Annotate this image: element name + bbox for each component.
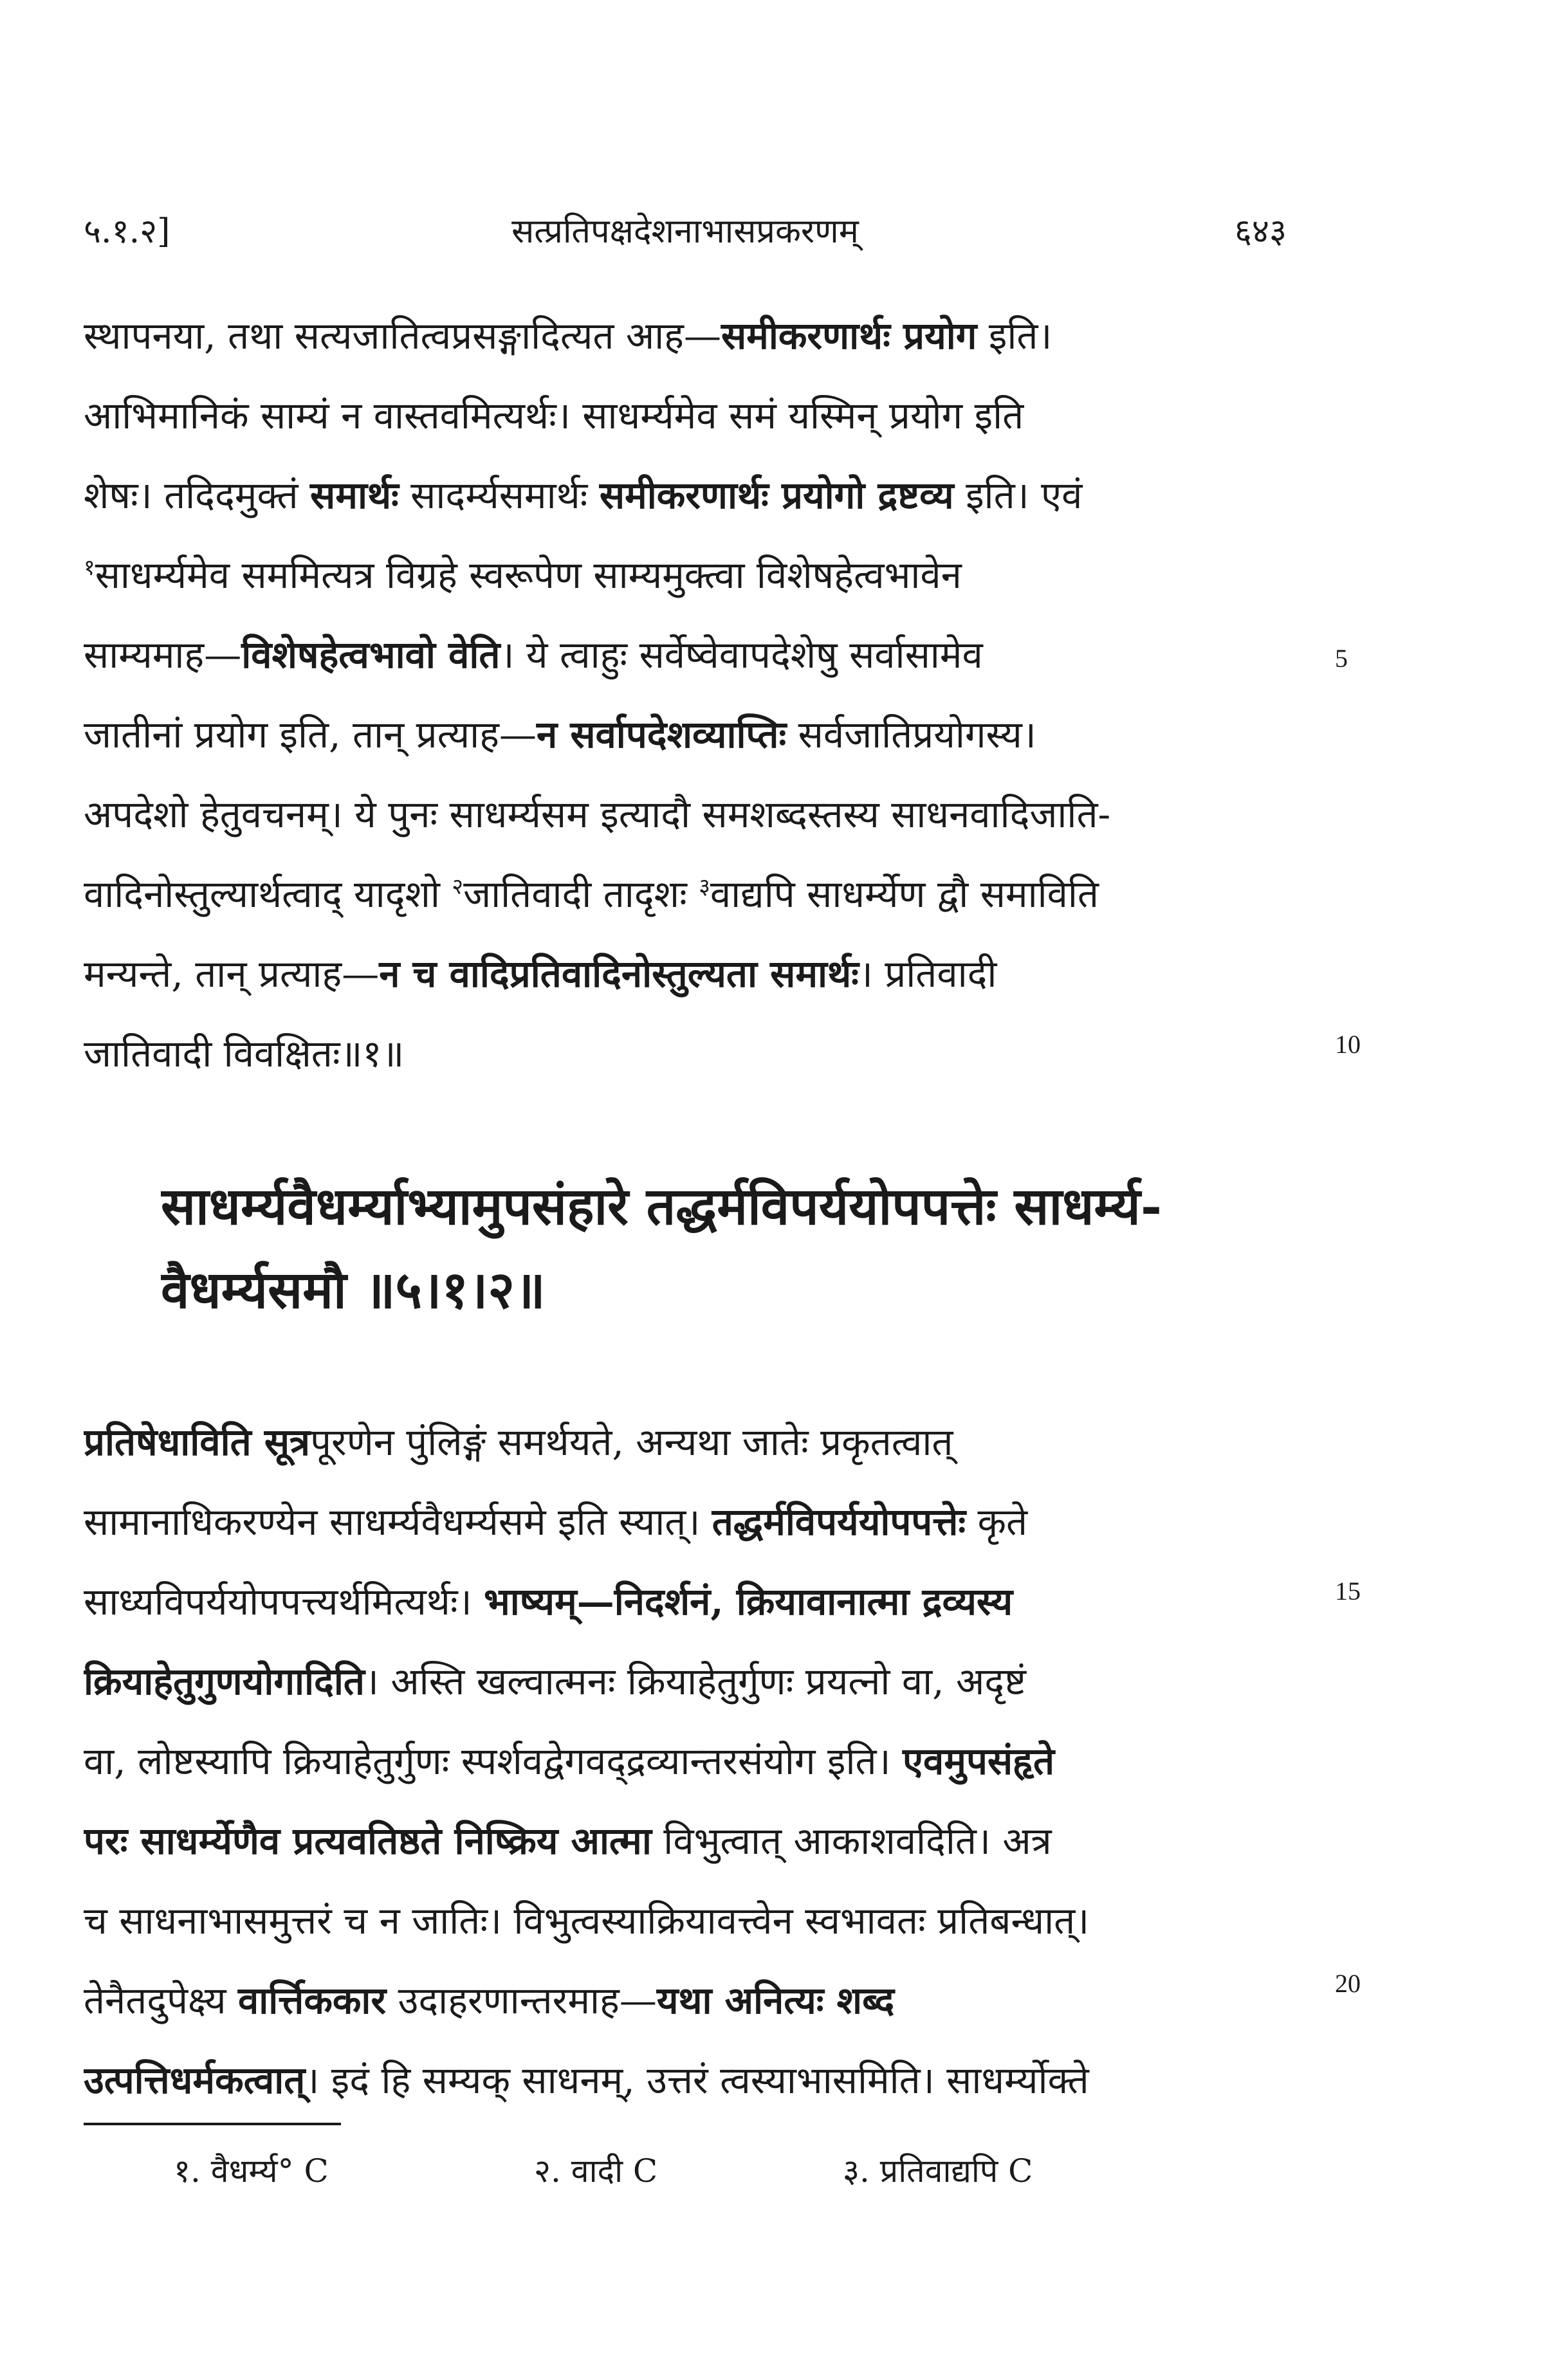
text-line: मन्यन्ते, तान् प्रत्याह—न च वादिप्रतिवादिनोस्तुल्यता समार्थः। प्रतिवादी [84,952,997,996]
text-line: तेनैतदुपेक्ष्य वार्त्तिककार उदाहरणान्तरमाह—यथा अनित्यः शब्द [84,1979,895,2022]
line-number-20: 20 [1335,1969,1361,1998]
text-line: वा, लोष्टस्यापि क्रियाहेतुर्गुणः स्पर्शवद्वेगवद्द्रव्यान्तरसंयोग इति। एवमुपसंहृते [84,1739,1055,1783]
running-header [84,206,1287,257]
text-line: $^१$साधर्म्यमेव सममित्यत्र विग्रहे स्वरूपेण साम्यमुक्त्वा विशेषहेत्वभावेन [84,553,962,597]
text-line: जातिवादी विवक्षितः॥१॥ [84,1032,405,1076]
text-line: च साधनाभासमुत्तरं च न जातिः। विभुत्वस्याक्रियावत्त्वेन स्वभावतः प्रतिबन्धात्। [84,1899,1090,1943]
line-number-10: 10 [1335,1030,1361,1059]
chapter-title: सत्प्रतिपक्षदेशनाभासप्रकरणम् [511,212,859,251]
text-line: स्थापनया, तथा सत्यजातित्वप्रसङ्गादित्यत आह—समीकरणार्थः प्रयोग इति। [84,314,1052,358]
text-line: प्रतिषेधाविति सूत्रपूरणेन पुंलिङ्गं समर्थयते, अन्यथा जातेः प्रकृतत्वात् [84,1420,953,1464]
text-line: जातीनां प्रयोग इति, तान् प्रत्याह—न सर्वापदेशव्याप्तिः सर्वजातिप्रयोगस्य। [84,713,1036,756]
sutra-line: साधर्म्यवैधर्म्याभ्यामुपसंहारे तद्धर्मविपर्ययोपपत्तेः साधर्म्य- [161,1176,1163,1236]
text-line: वादिनोस्तुल्यार्थत्वाद् यादृशो $^२$जातिवादी तादृशः $^३$वाद्यपि साधर्म्येण द्वौ समाविति [84,872,1099,916]
footnote-divider [84,2123,341,2125]
text-line: सामानाधिकरण्येन साधर्म्यवैधर्म्यसमे इति स्यात्। तद्धर्मविपर्ययोपपत्तेः कृते [84,1500,1028,1544]
footnote-ref: ३ [699,874,710,900]
text-line: आभिमानिकं साम्यं न वास्तवमित्यर्थः। साधर्म्यमेव समं यस्मिन् प्रयोग इति [84,394,1024,437]
footnote-1: १. वैधर्म्य° C [174,2152,329,2190]
page-number: ६४३ [1234,212,1287,251]
line-number-5: 5 [1335,644,1348,673]
footnote-ref: १ [84,554,95,581]
text-line: साध्यविपर्ययोपपत्त्यर्थमित्यर्थः। भाष्यम्—निदर्शनं, क्रियावानात्मा द्रव्यस्य [84,1580,1013,1624]
text-line: शेषः। तदिदमुक्तं समार्थः सादर्म्यसमार्थः समीकरणार्थः प्रयोगो द्रष्टव्य इति। एवं [84,473,1083,517]
commentary-paragraph-2 [84,1402,1287,2120]
line-number-15: 15 [1335,1577,1361,1606]
text-line: क्रियाहेतुगुणयोगादिति। अस्ति खल्वात्मनः क्रियाहेतुर्गुणः प्रयत्नो वा, अदृष्टं [84,1660,1026,1703]
section-number: ५.१.२] [84,212,170,251]
text-line: साम्यमाह—विशेषहेत्वभावो वेति। ये त्वाहुः सर्वेष्वेवापदेशेषु सर्वासामेव [84,633,983,677]
footnote-2: २. वादी C [534,2152,658,2190]
text-line: उत्पत्तिधर्मकत्वात्। इदं हि सम्यक् साधनम्, उत्तरं त्वस्याभासमिति। साधर्म्योक्ते [84,2058,1089,2102]
footnote-ref: २ [452,874,464,900]
footnote-3: ३. प्रतिवाद्यपि C [843,2152,1033,2190]
footnotes [148,2142,1242,2200]
sutra-text [161,1164,1287,1332]
text-line: अपदेशो हेतुवचनम्। ये पुनः साधर्म्यसम इत्यादौ समशब्दस्तस्य साधनवादिजाति- [84,792,1111,836]
commentary-paragraph-1 [84,296,1287,1094]
sutra-line: वैधर्म्यसमौ ॥५।१।२॥ [161,1259,546,1320]
text-line: परः साधर्म्येणैव प्रत्यवतिष्ठते निष्क्रिय आत्मा विभुत्वात् आकाशवदिति। अत्र [84,1819,1052,1863]
